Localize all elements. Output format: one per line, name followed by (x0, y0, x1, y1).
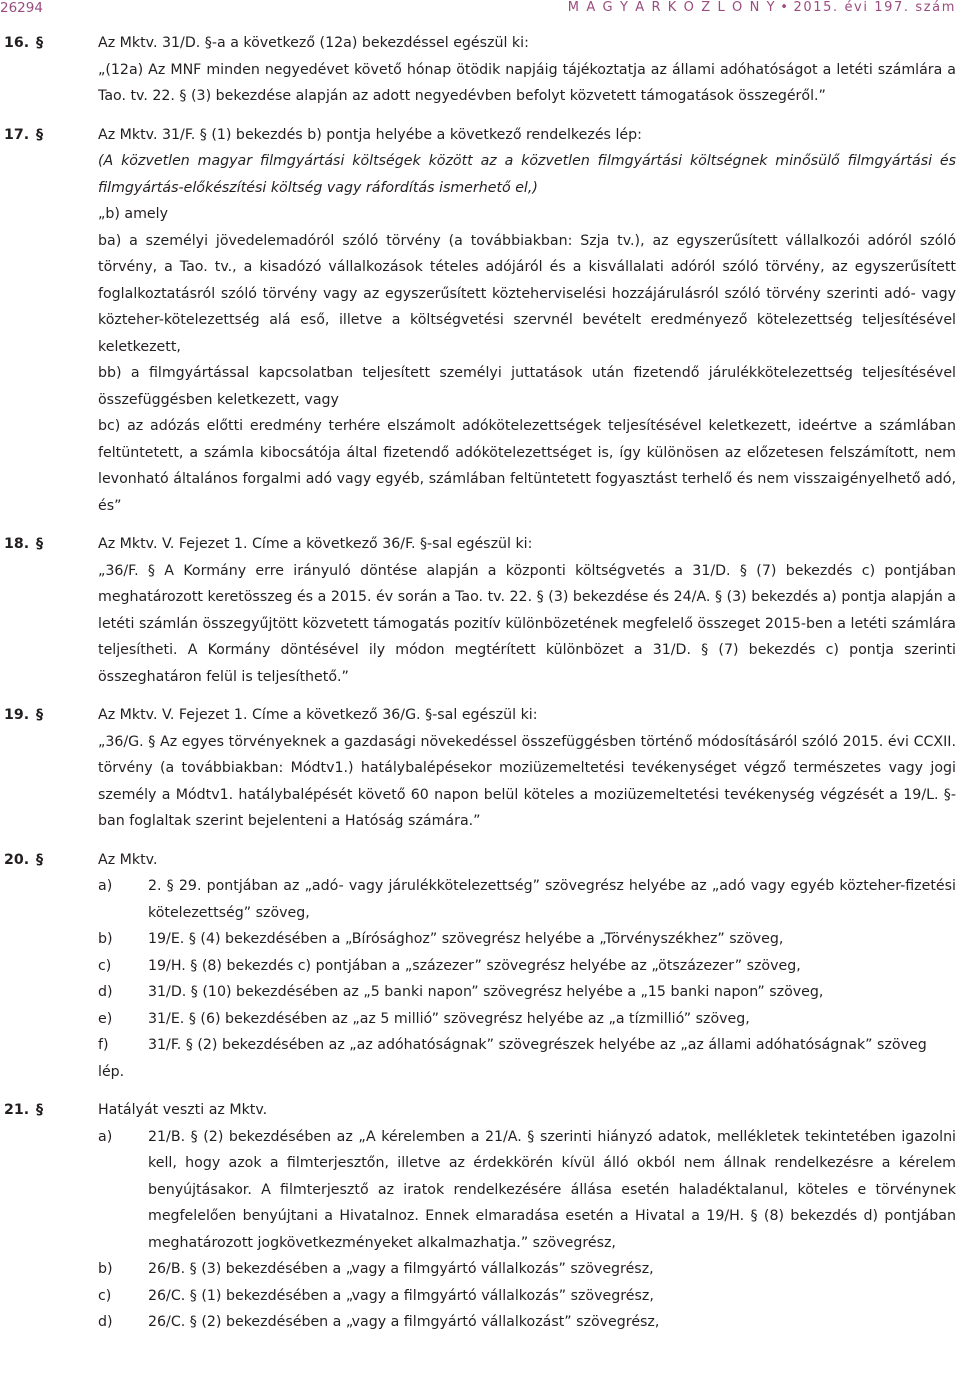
section-19 (4, 702, 956, 835)
section-number: 17. (4, 126, 30, 143)
item-label: d) (98, 1314, 113, 1330)
list-item (98, 1124, 956, 1257)
item-text: 31/E. § (6) bekezdésében az „az 5 millió” szövegrész helyébe az „a tízmillió” szöveg, (148, 1010, 750, 1027)
paragraph: Az Mktv. 31/D. §-a a következő (12a) bekezdéssel egészül ki: (98, 35, 529, 51)
item-label: b) (98, 1261, 113, 1277)
section-number: 21. (4, 1102, 30, 1118)
item-text: 19/E. § (4) bekezdésében a „Bírósághoz” szövegrész helyébe a „Törvényszékhez” szöveg, (148, 931, 784, 947)
item-label: b) (98, 931, 113, 947)
list-item (98, 1309, 956, 1336)
journal-title (568, 0, 956, 15)
section-symbol: § (36, 1102, 44, 1118)
item-text: 19/H. § (8) bekezdés c) pontjában a „százezer” szövegrész helyébe az „ötszázezer” szöveg, (148, 957, 801, 974)
item-text: 26/C. § (2) bekezdésében a „vagy a filmgyártó vállalkozást” szövegrész, (148, 1314, 660, 1330)
item-text: 21/B. § (2) bekezdésében az „A kérelemben a 21/A. § szerinti hiányzó adatok, mellékletek tekintetében igazolni kell, hogy azok a filmterjesztőn, illetve az érdekkörén kívül álló okból nem állnak rendelkezésre a kérelem benyújtásakor. A filmterjesztő az iratok rendelkezésére állása esetén haladéktalanul, köteles e törvénynek megfelelően benyújtani a Hivatalnoz. Ennek elmaradása esetén a Hivatal a 19/H. § (8) bekezdés d) pontjában meghatározott jogkövetkezményeket alkalmazhatja.” szövegrész, (148, 1128, 956, 1251)
section-intro: Hatályát veszti az Mktv. (98, 1102, 268, 1118)
journal-name: M A G Y A R K Ö Z L Ö N Y (567, 0, 777, 15)
section-17 (4, 122, 956, 520)
item-label: d) (98, 984, 113, 1000)
list-item (98, 1283, 956, 1310)
paragraph: bc) az adózás előtti eredmény terhére elszámolt adókötelezettségek teljesítésével keletkezett, ideértve a számlában feltüntetett, a számla kibocsátója által fizetendő adókötelezettséget is, így különösen az előzetesen felszámított, nem levonható általános forgalmi adó vagy egyéb, számlában feltüntetett fogyasztást terhelő és nem visszaigényelhető adó, és” (98, 418, 956, 514)
item-label: f) (98, 1037, 109, 1053)
item-label: c) (98, 1287, 112, 1304)
item-text: 2. § 29. pontjában az „adó- vagy járulékkötelezettség” szövegrész helyébe az „adó vagy egyéb közteher-fizetési kötelezettség” szöveg, (148, 878, 956, 921)
item-text: 26/C. § (1) bekezdésében a „vagy a filmgyártó vállalkozás” szövegrész, (148, 1287, 654, 1304)
list-item (98, 1006, 956, 1033)
page-number: 26294 (0, 0, 43, 16)
section-number: 16. (4, 35, 30, 51)
section-number: 20. (4, 851, 30, 868)
item-text: 31/F. § (2) bekezdésében az „az adóhatóságnak” szövegrészek helyébe az „az állami adóhatóságnak” szöveg (148, 1037, 927, 1053)
paragraph: Az Mktv. V. Fejezet 1. Címe a következő 36/F. §-sal egészül ki: (98, 536, 533, 552)
item-label: e) (98, 1010, 113, 1027)
paragraph: bb) a filmgyártással kapcsolatban teljesített személyi juttatások után fizetendő járulékkötelezettség teljesítésével összefüggésben keletkezett, vagy (98, 365, 956, 408)
paragraph: ba) a személyi jövedelemadóról szóló törvény (a továbbiakban: Szja tv.), az egyszerűsített vállalkozói adóról szóló törvény, a Tao. tv., a kisadózó vállalkozások tételes adójáról és a kisvállalati adóról szóló törvény, az egyszerűsített foglalkoztatásról szóló törvény vagy az egyszerűsített közteherviselési hozzájárulásról szóló törvény szerinti adó- vagy közteher-kötelezettség alá eső, illetve a költségvetési szervnél bevételt eredményező kötelezettség teljesítésével keletkezett, (98, 232, 956, 355)
paragraph: Az Mktv. 31/F. § (1) bekezdés b) pontja helyébe a következő rendelkezés lép: (98, 126, 642, 143)
item-text: 26/B. § (3) bekezdésében a „vagy a filmgyártó vállalkozás” szövegrész, (148, 1261, 654, 1277)
section-outro: lép. (98, 1063, 125, 1080)
item-text: 31/D. § (10) bekezdésében az „5 banki napon” szövegrész helyébe a „15 banki napon” szöveg, (148, 984, 824, 1000)
section-number: 18. (4, 536, 30, 552)
item-label: a) (98, 878, 113, 894)
page-header (0, 0, 960, 20)
paragraph: „b) amely (98, 206, 168, 222)
paragraph: „36/G. § Az egyes törvényeknek a gazdasági növekedéssel összefüggésben történő módosításáról szóló 2015. évi CCXII. törvény (a továbbiakban: Módtv1.) hatálybalépésekor moziüzemeltetési tevékenységet végző természetes vagy jogi személy a Módtv1. hatálybalépését követő 60 napon belül köteles a moziüzemeltetési tevékenység végzését a 19/L. §-ban foglaltak szerint bejelenteni a Hatóság számára.” (98, 733, 956, 829)
paragraph-italic: (A közvetlen magyar filmgyártási költségek között az a közvetlen filmgyártási költségnek minősülő filmgyártási és filmgyártás-előkészítési költség vagy ráfordítás ismerhető el,) (98, 153, 956, 196)
section-intro: Az Mktv. (98, 851, 158, 868)
section-symbol: § (36, 707, 44, 723)
list-item (98, 926, 956, 953)
section-number: 19. (4, 707, 30, 723)
list-item (98, 1032, 956, 1059)
paragraph: Az Mktv. V. Fejezet 1. Címe a következő 36/G. §-sal egészül ki: (98, 707, 538, 723)
section-20 (4, 847, 956, 1086)
paragraph: „36/F. § A Kormány erre irányuló döntése alapján a központi költségvetés a 31/D. § (7) bekezdés c) pontjában meghatározott keretösszeg és a 2015. év során a Tao. tv. 22. § (3) bekezdése és 24/A. § (3) bekezdés a) pontja alapján a letéti számlán összegyűjtött közvetett támogatás pozitív különbözetének megfelelő összeget 2015-ben a letéti számlára teljesítheti. A Kormány döntésével ily módon megtérített különbözet a 31/D. § (7) bekezdés c) pontja szerinti összeghatáron felül is teljesíthető.” (98, 562, 956, 685)
paragraph: „(12a) Az MNF minden negyedévet követő hónap ötödik napjáig tájékoztatja az állami adóhatóságot a letéti számlára a Tao. tv. 22. § (3) bekezdése alapján az adott negyedévben befolyt közvetett támogatások összegéről.” (98, 61, 956, 104)
item-label: c) (98, 957, 112, 974)
issue-number: 2015. évi 197. szám (793, 0, 956, 15)
document-body (4, 30, 956, 1348)
list-item (98, 873, 956, 926)
list-item (98, 1256, 956, 1283)
section-21 (4, 1097, 956, 1336)
list-item (98, 979, 956, 1006)
item-label: a) (98, 1128, 113, 1145)
section-symbol: § (36, 851, 44, 868)
section-18 (4, 531, 956, 690)
section-symbol: § (36, 35, 44, 51)
section-symbol: § (36, 536, 44, 552)
bullet-separator: • (780, 0, 790, 15)
list-item (98, 953, 956, 980)
section-16 (4, 30, 956, 110)
section-symbol: § (36, 126, 44, 143)
